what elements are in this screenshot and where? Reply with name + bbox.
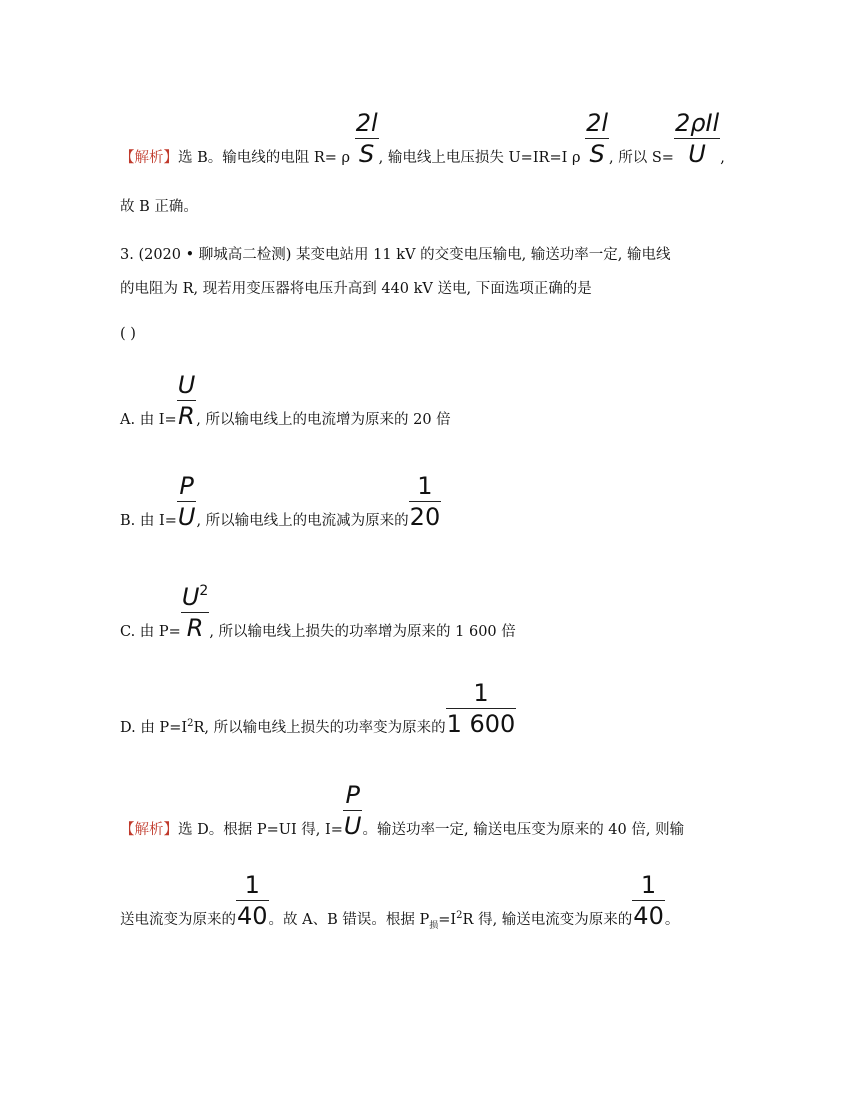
analysis2-line1: 【解析】选 D。根据 P=UI 得, I= $\frac{P}{U}$ 。输送功率一定, 输送电压变为原来的 40 倍, 则输 bbox=[120, 781, 685, 840]
fraction: $\frac{1}{40}$ bbox=[633, 871, 664, 930]
analysis1-line1 bbox=[120, 110, 725, 167]
question-line2: 的电阻为 R, 现若用变压器将电压升高到 440 kV 送电, 下面选项正确的是 bbox=[120, 281, 592, 297]
fraction: $\frac{2l}{S}$ bbox=[586, 109, 609, 168]
analysis-tag: 【解析】 bbox=[120, 150, 178, 166]
option-c: C. 由 P= $\frac{U^2}{R}$ , 所以输电线上损失的功率增为原来的 1 600 倍 bbox=[120, 578, 516, 641]
analysis-tag: 【解析】 bbox=[120, 822, 178, 838]
text: , 所以 S= bbox=[609, 150, 674, 166]
fraction: $\frac{\text{2ρIl}}{U}$ bbox=[674, 109, 720, 168]
fraction: $\frac{1}{20}$ bbox=[409, 472, 441, 531]
fraction: $\frac{2l}{S}$ bbox=[355, 109, 378, 168]
text: 选 B。输电线的电阻 R= ρ bbox=[178, 150, 351, 166]
analysis2-line2: 送电流变为原来的 $\frac{1}{40}$ 。故 A、B 错误。根据 $P_损=I^2R$ 得, 输送电流变为原来的 $\frac{1}{40}$ 。 bbox=[120, 871, 680, 931]
fraction: $\frac{1}{1 600}$ bbox=[446, 679, 516, 738]
fraction: $\frac{U}{R}$ bbox=[177, 371, 196, 430]
question-line1: 3. (2020 • 聊城高二检测) 某变电站用 11 kV 的交变电压输电, 输送功率一定, 输电线 bbox=[120, 247, 671, 263]
option-b: B. 由 I= $\frac{P}{U}$ , 所以输电线上的电流减为原来的 $\frac{1}{20}$ bbox=[120, 472, 441, 531]
option-a: A. 由 I= $\frac{U}{R}$ , 所以输电线上的电流增为原来的 20 倍 bbox=[120, 371, 451, 430]
option-d: D. 由 $P=I^2R$, 所以输电线上损失的功率变为原来的 $\frac{1}{1 600}$ bbox=[120, 679, 516, 738]
fraction: $\frac{1}{40}$ bbox=[237, 871, 268, 930]
question-answer-blank: ( ) bbox=[120, 326, 136, 342]
fraction: $\frac{P}{U}$ bbox=[177, 472, 196, 531]
fraction: $\frac{U^2}{R}$ bbox=[181, 583, 209, 642]
text: , bbox=[720, 150, 725, 166]
analysis1-line2: 故 B 正确。 bbox=[120, 199, 198, 215]
fraction: $\frac{P}{U}$ bbox=[343, 781, 362, 840]
text: , 输电线上电压损失 U=IR=I ρ bbox=[378, 150, 581, 166]
